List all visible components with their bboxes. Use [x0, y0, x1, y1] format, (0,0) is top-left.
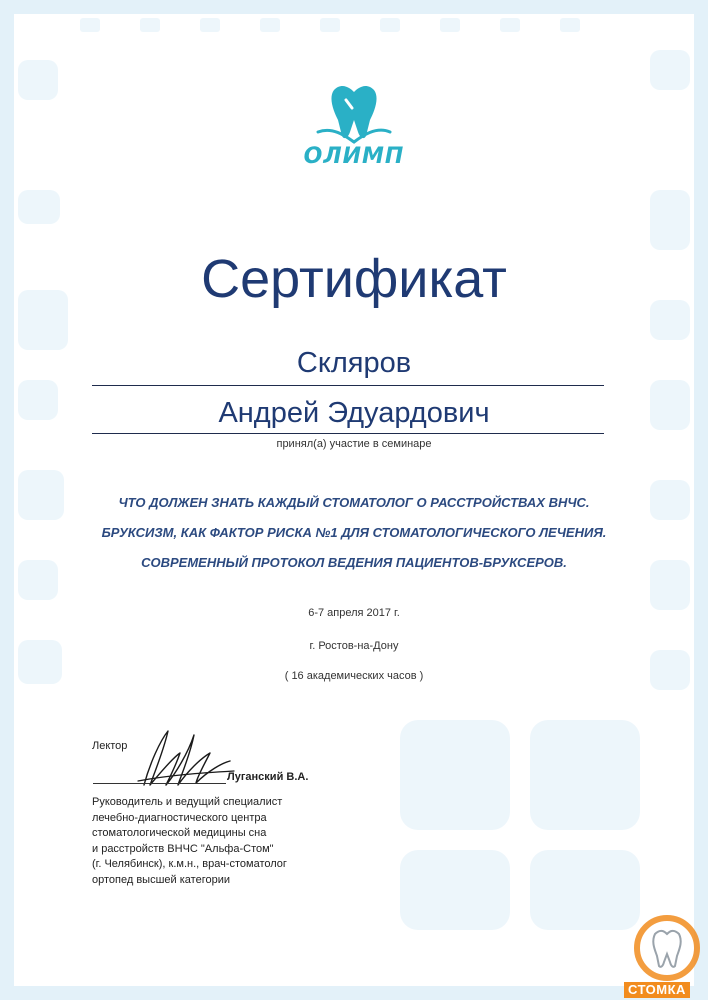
logo-text: ОЛИМП: [303, 144, 405, 169]
tooth-watermark-icon: [631, 912, 703, 984]
certificate-title: Сертификат: [201, 249, 507, 309]
lector-description-line: и расстройств ВНЧС "Альфа-Стом": [92, 842, 274, 855]
name-underline: [92, 385, 604, 386]
watermark-text: СТОМКА: [624, 982, 690, 998]
seminar-title-line: БРУКСИЗМ, КАК ФАКТОР РИСКА №1 ДЛЯ СТОМАТОЛОГИЧЕСКОГО ЛЕЧЕНИЯ.: [101, 525, 607, 540]
lector-description-line: лечебно-диагностического центра: [92, 811, 267, 824]
lector-label: Лектор: [92, 740, 128, 752]
lector-description-line: стоматологической медицины сна: [92, 827, 267, 840]
lector-name: Луганский В.А.: [227, 771, 309, 783]
lector-description-line: ортопед высшей категории: [92, 873, 230, 886]
lector-description-line: (г. Челябинск), к.м.н., врач-стоматолог: [92, 858, 287, 871]
seminar-title-line: СОВРЕМЕННЫЙ ПРОТОКОЛ ВЕДЕНИЯ ПАЦИЕНТОВ-БРУКСЕРОВ.: [141, 555, 567, 570]
lector-description: [92, 795, 287, 889]
seminar-title-line: ЧТО ДОЛЖЕН ЗНАТЬ КАЖДЫЙ СТОМАТОЛОГ О РАССТРОЙСТВАХ ВНЧС.: [118, 495, 590, 510]
signature-line: [93, 783, 226, 784]
participation-text: принял(а) участие в семинаре: [276, 438, 432, 450]
recipient-surname: Скляров: [296, 347, 412, 379]
seminar-date: 6-7 апреля 2017 г.: [308, 607, 400, 619]
name-underline: [92, 433, 604, 434]
seminar-title: [0, 488, 708, 578]
recipient-first-names: Андрей Эдуардович: [218, 397, 490, 429]
academic-hours: ( 16 академических часов ): [284, 670, 424, 682]
tooth-logo-icon: [312, 82, 396, 144]
seminar-city: г. Ростов-на-Дону: [309, 640, 399, 652]
lector-description-line: Руководитель и ведущий специалист: [92, 796, 283, 808]
